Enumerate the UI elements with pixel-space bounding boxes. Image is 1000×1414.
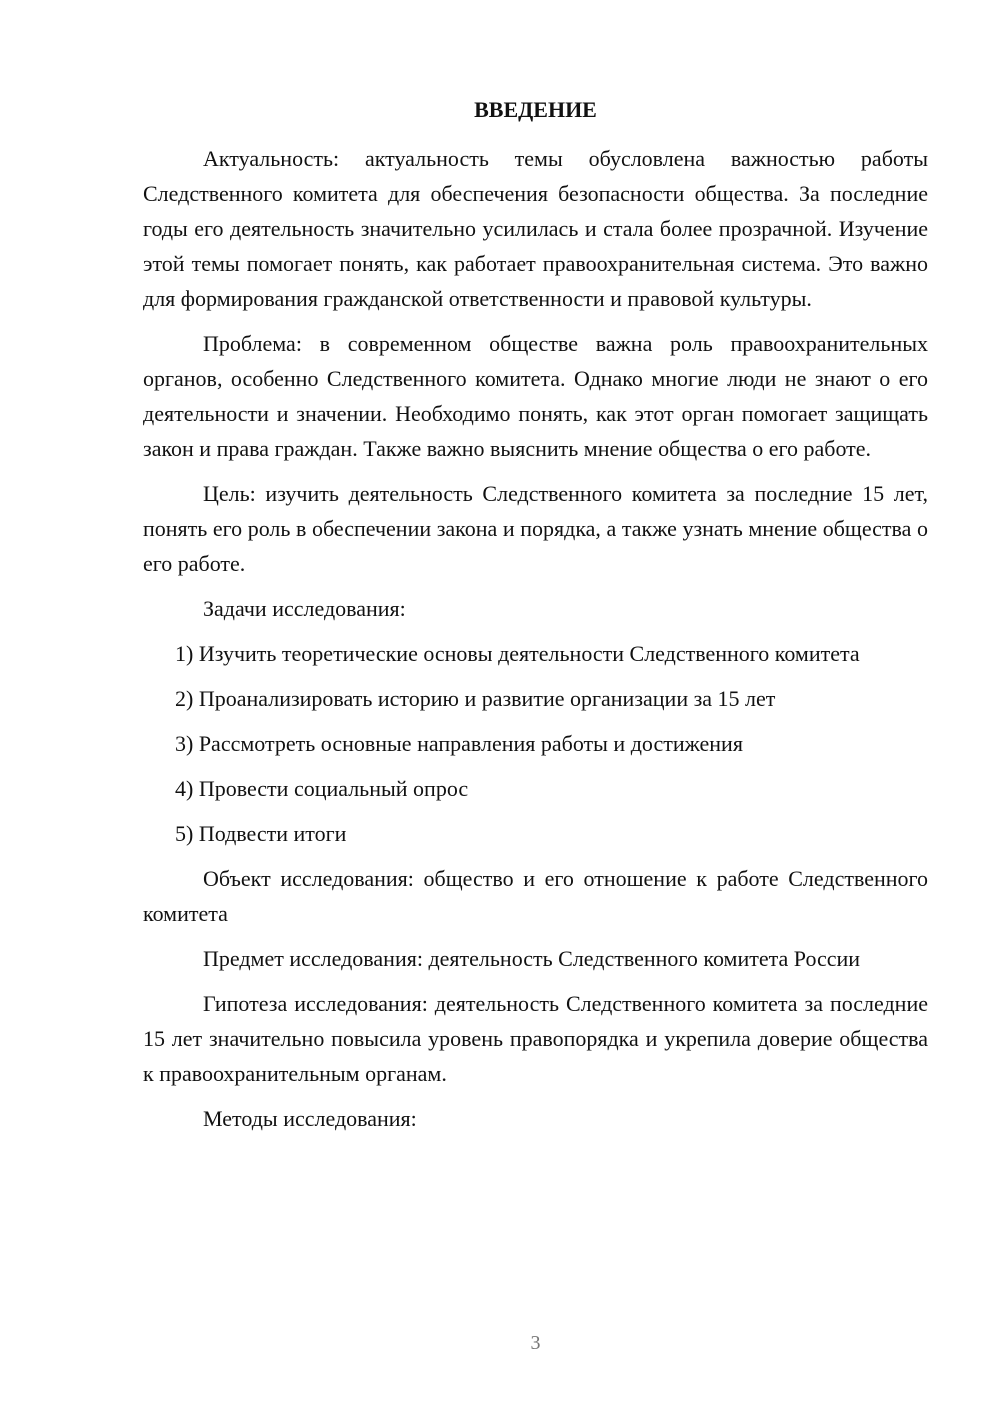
paragraph-tasks-heading: Задачи исследования:	[203, 596, 406, 621]
paragraph-goal: Цель: изучить деятельность Следственного комитета за последние 15 лет, понять его роль в обеспечении закона и порядка, а также узнать мнение общества о его работе.	[143, 481, 928, 576]
paragraph-relevance: Актуальность: актуальность темы обусловлена важностью работы Следственного комитета для обеспечения безопасности общества. За последние годы его деятельность значительно усилилась и стала более прозрачной. Изучение этой темы помогает понять, как работает правоохранительная система. Это важно для формирования гражданской ответственности и правовой культуры.	[143, 146, 928, 311]
section-title: ВВЕДЕНИЕ	[474, 97, 597, 122]
task-item: 1) Изучить теоретические основы деятельности Следственного комитета	[175, 641, 860, 666]
paragraph-object: Объект исследования: общество и его отношение к работе Следственного комитета	[143, 866, 928, 926]
task-item: 3) Рассмотреть основные направления работы и достижения	[175, 731, 743, 756]
paragraph-hypothesis: Гипотеза исследования: деятельность Следственного комитета за последние 15 лет значительно повысила уровень правопорядка и укрепила доверие общества к правоохранительным органам.	[143, 991, 928, 1086]
task-item: 4) Провести социальный опрос	[175, 776, 469, 801]
page-number: 3	[530, 1332, 541, 1354]
paragraph-methods: Методы исследования:	[203, 1106, 417, 1131]
paragraph-problem: Проблема: в современном обществе важна роль правоохранительных органов, особенно Следственного комитета. Однако многие люди не знают о его деятельности и значении. Необходимо понять, как этот орган помогает защищать закон и права граждан. Также важно выяснить мнение общества о его работе.	[143, 331, 928, 461]
task-item: 5) Подвести итоги	[175, 821, 347, 846]
paragraph-subject: Предмет исследования: деятельность Следственного комитета России	[203, 946, 861, 971]
task-item: 2) Проанализировать историю и развитие организации за 15 лет	[175, 686, 776, 711]
document-page	[143, 92, 928, 1146]
